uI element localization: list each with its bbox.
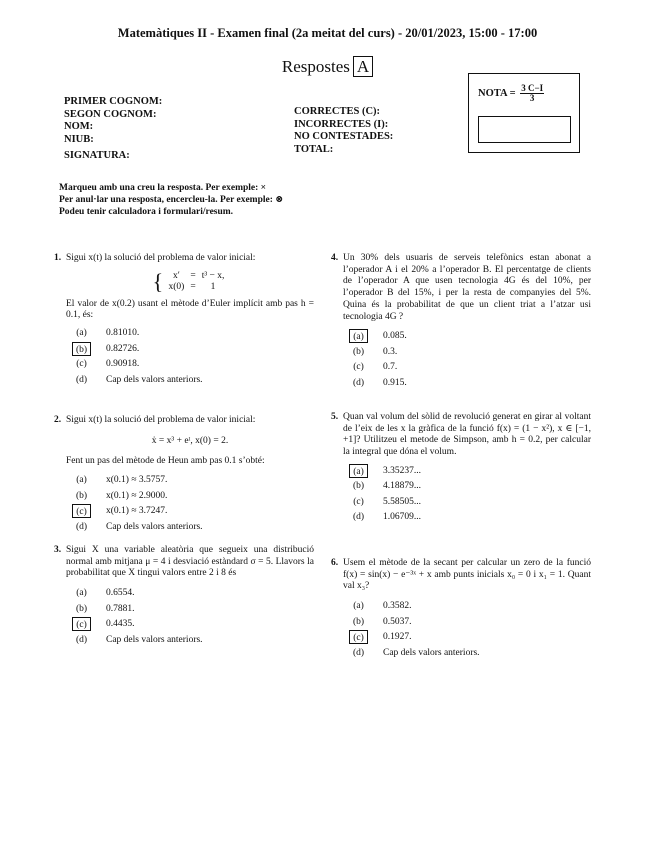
question-1	[54, 253, 314, 388]
student-fields	[64, 96, 162, 146]
instruction-line: Podeu tenir calculadora i formulari/resum.	[59, 207, 234, 217]
answer-option[interactable]	[66, 633, 314, 649]
nota-numerator: 3 C−I	[521, 83, 544, 93]
option-label[interactable]: (c)	[76, 359, 87, 370]
question-text-2: Fent un pas del mètode de Heun amb pas 0.1 s’obté:	[66, 456, 265, 467]
option-label[interactable]: (b)	[75, 603, 88, 614]
question-text: Quan val volum del sòlid de revolució generat en girar al voltant de l’eix de les x la gràfica de la funció f(x) = (1 − x²), x ∈ [−1, +1]? Utilitzeu el metode de Simpson, amb h = 0.2, per calcular la integral que dóna el volum.	[343, 412, 591, 458]
answer-option[interactable]	[343, 630, 591, 646]
option-value: 0.7.	[383, 362, 398, 373]
question-number: 3.	[54, 545, 62, 555]
answer-option[interactable]	[66, 357, 314, 373]
question-6	[331, 558, 591, 661]
nota-denominator: 3	[529, 93, 535, 103]
option-value: Cap dels valors anteriors.	[106, 634, 203, 645]
option-value: Cap dels valors anteriors.	[106, 374, 203, 385]
option-value: 1.06709...	[383, 512, 421, 523]
field-primer-cognom: PRIMER COGNOM:	[64, 96, 163, 107]
field-no-contestades: NO CONTESTADES:	[294, 131, 394, 142]
option-value: 0.5037.	[383, 616, 412, 627]
system-cell: x′	[173, 270, 180, 281]
answer-option[interactable]	[66, 617, 314, 633]
option-label[interactable]: (a)	[353, 601, 364, 612]
question-text: Un 30% dels usuaris de serveis telefònics estan abonat a l’operador A i el 20% a l’operador B. El percentatge de clients de l’operador A que usen tecnologia 4G és del 10%, per l’operador B del 15%, i per la resta de companyies del 5%. Quina és la probabilitat de que un client triat a l’atzar usi tecnologia 4G ?	[343, 253, 591, 322]
options	[343, 599, 591, 661]
option-label[interactable]: (a)	[76, 328, 87, 339]
option-label[interactable]: (c)	[353, 496, 364, 507]
instructions	[59, 182, 283, 218]
system-cell: x(0)	[168, 281, 185, 292]
option-label[interactable]: (d)	[352, 377, 365, 388]
nota-label: NOTA =	[478, 87, 516, 99]
system-cell: =	[190, 270, 196, 281]
question-number: 5.	[331, 412, 339, 422]
option-label[interactable]: (b)	[352, 346, 365, 357]
question-equation: ẋ = x³ + eᵗ, x(0) = 2.	[151, 435, 229, 446]
options	[343, 464, 591, 526]
option-label[interactable]: (b)	[352, 616, 365, 627]
answer-option[interactable]	[343, 646, 591, 662]
option-label-marked[interactable]: (c)	[72, 504, 91, 518]
exam-version-box: A	[353, 56, 373, 77]
answer-option[interactable]	[343, 345, 591, 361]
system-cell: =	[190, 281, 196, 292]
option-label[interactable]: (d)	[75, 374, 88, 385]
option-value: 0.3582.	[383, 601, 412, 612]
brace-symbol: {	[152, 268, 164, 294]
system-table	[166, 271, 228, 293]
option-value: 0.7881.	[106, 603, 135, 614]
option-label[interactable]: (d)	[75, 521, 88, 532]
question-number: 6.	[331, 558, 339, 568]
option-value: 0.915.	[383, 377, 407, 388]
options	[66, 326, 314, 388]
option-value: 3.35237...	[383, 465, 421, 476]
answer-option[interactable]	[343, 464, 591, 480]
instruction-line: Marqueu amb una creu la resposta. Per exemple: ×	[59, 183, 267, 193]
option-value: 5.58505...	[383, 496, 421, 507]
answer-option[interactable]	[66, 342, 314, 358]
question-text: Sigui X una variable aleatòria que segueix una distribució normal amb mitjana μ = 4 i desviació estàndard σ = 5. Llavors la probabilitat que X tingui valors entre 2 i 8 és	[66, 545, 314, 579]
answer-option[interactable]	[66, 602, 314, 618]
option-value: x(0.1) ≈ 3.5757.	[106, 475, 168, 486]
answer-option[interactable]	[343, 329, 591, 345]
system-cell: 1	[210, 281, 216, 292]
field-incorrectes: INCORRECTES (I):	[294, 118, 389, 130]
option-value: Cap dels valors anteriors.	[106, 521, 203, 532]
question-system	[66, 268, 314, 294]
question-5	[331, 412, 591, 526]
option-label[interactable]: (b)	[352, 481, 365, 492]
exam-title: Matemàtiques II - Examen final (2a meitat del curs) - 20/01/2023, 15:00 - 17:00	[117, 26, 538, 40]
option-value: Cap dels valors anteriors.	[383, 647, 480, 658]
nota-formula	[478, 84, 544, 103]
respostes-label: Respostes	[281, 57, 350, 76]
options	[343, 329, 591, 391]
option-value: 0.4435.	[106, 619, 135, 630]
answer-option[interactable]	[66, 586, 314, 602]
answer-option[interactable]	[343, 615, 591, 631]
option-label[interactable]: (d)	[352, 647, 365, 658]
answer-option[interactable]	[66, 489, 314, 505]
answer-option[interactable]	[343, 376, 591, 392]
option-value: 0.81010.	[106, 328, 140, 339]
option-value: 0.3.	[383, 346, 398, 357]
option-label[interactable]: (a)	[76, 475, 87, 486]
option-label[interactable]: (a)	[76, 588, 87, 599]
nota-fraction	[520, 84, 544, 103]
question-text: Sigui x(t) la solució del problema de valor inicial:	[66, 253, 256, 263]
question-text: Sigui x(t) la solució del problema de valor inicial:	[66, 415, 256, 425]
answer-option[interactable]	[66, 504, 314, 520]
answer-option[interactable]	[66, 473, 314, 489]
option-value: 4.18879...	[383, 481, 421, 492]
answer-option[interactable]	[343, 479, 591, 495]
answer-option[interactable]	[343, 360, 591, 376]
options	[66, 586, 314, 648]
question-number: 1.	[54, 253, 62, 263]
answer-option[interactable]	[343, 495, 591, 511]
option-value: 0.1927.	[383, 632, 412, 643]
option-label[interactable]: (d)	[75, 634, 88, 645]
question-number: 2.	[54, 415, 62, 425]
option-label-marked[interactable]: (c)	[349, 630, 368, 644]
option-value: x(0.1) ≈ 3.7247.	[106, 506, 168, 517]
nota-grade-field[interactable]	[478, 116, 571, 143]
question-4	[331, 253, 591, 391]
option-value: 0.82726.	[106, 343, 140, 354]
answer-option[interactable]	[343, 599, 591, 615]
system-cell: t³ − x,	[201, 270, 225, 281]
score-fields	[294, 106, 393, 156]
option-label-marked[interactable]: (b)	[72, 342, 91, 356]
question-number: 4.	[331, 253, 339, 263]
question-text-2: El valor de x(0.2) usant el mètode d’Euler implícit amb pas h = 0.1, és:	[66, 298, 314, 321]
option-label[interactable]: (c)	[353, 362, 364, 373]
answer-option[interactable]	[66, 326, 314, 342]
question-3	[54, 545, 314, 648]
question-2	[54, 415, 314, 535]
option-value: 0.90918.	[106, 359, 140, 370]
question-text: Usem el mètode de la secant per calcular un zero de la funció f(x) = sin(x) − e⁻³ˣ + x amb punts inicials x₀ = 0 i x₁ = 1. Quant val x₃?	[343, 558, 591, 592]
option-label-marked[interactable]: (c)	[72, 617, 91, 631]
option-label-marked[interactable]: (a)	[349, 329, 368, 343]
field-signatura: SIGNATURA:	[64, 150, 130, 161]
answer-option[interactable]	[343, 510, 591, 526]
answer-option[interactable]	[66, 520, 314, 536]
option-value: 0.6554.	[106, 588, 135, 599]
instruction-line: Per anul·lar una resposta, encercleu-la. Per exemple: ⊗	[59, 195, 284, 205]
field-nom: NOM:	[64, 121, 94, 132]
field-segon-cognom: SEGON COGNOM:	[64, 108, 157, 120]
option-label[interactable]: (b)	[75, 490, 88, 501]
answer-option[interactable]	[66, 373, 314, 389]
field-correctes: CORRECTES (C):	[294, 106, 381, 117]
options	[66, 473, 314, 535]
option-value: 0.085.	[383, 331, 407, 342]
option-label[interactable]: (d)	[352, 512, 365, 523]
field-niub: NIUB:	[64, 133, 94, 145]
field-total: TOTAL:	[294, 143, 334, 155]
option-label-marked[interactable]: (a)	[349, 464, 368, 478]
option-value: x(0.1) ≈ 2.9000.	[106, 490, 168, 501]
